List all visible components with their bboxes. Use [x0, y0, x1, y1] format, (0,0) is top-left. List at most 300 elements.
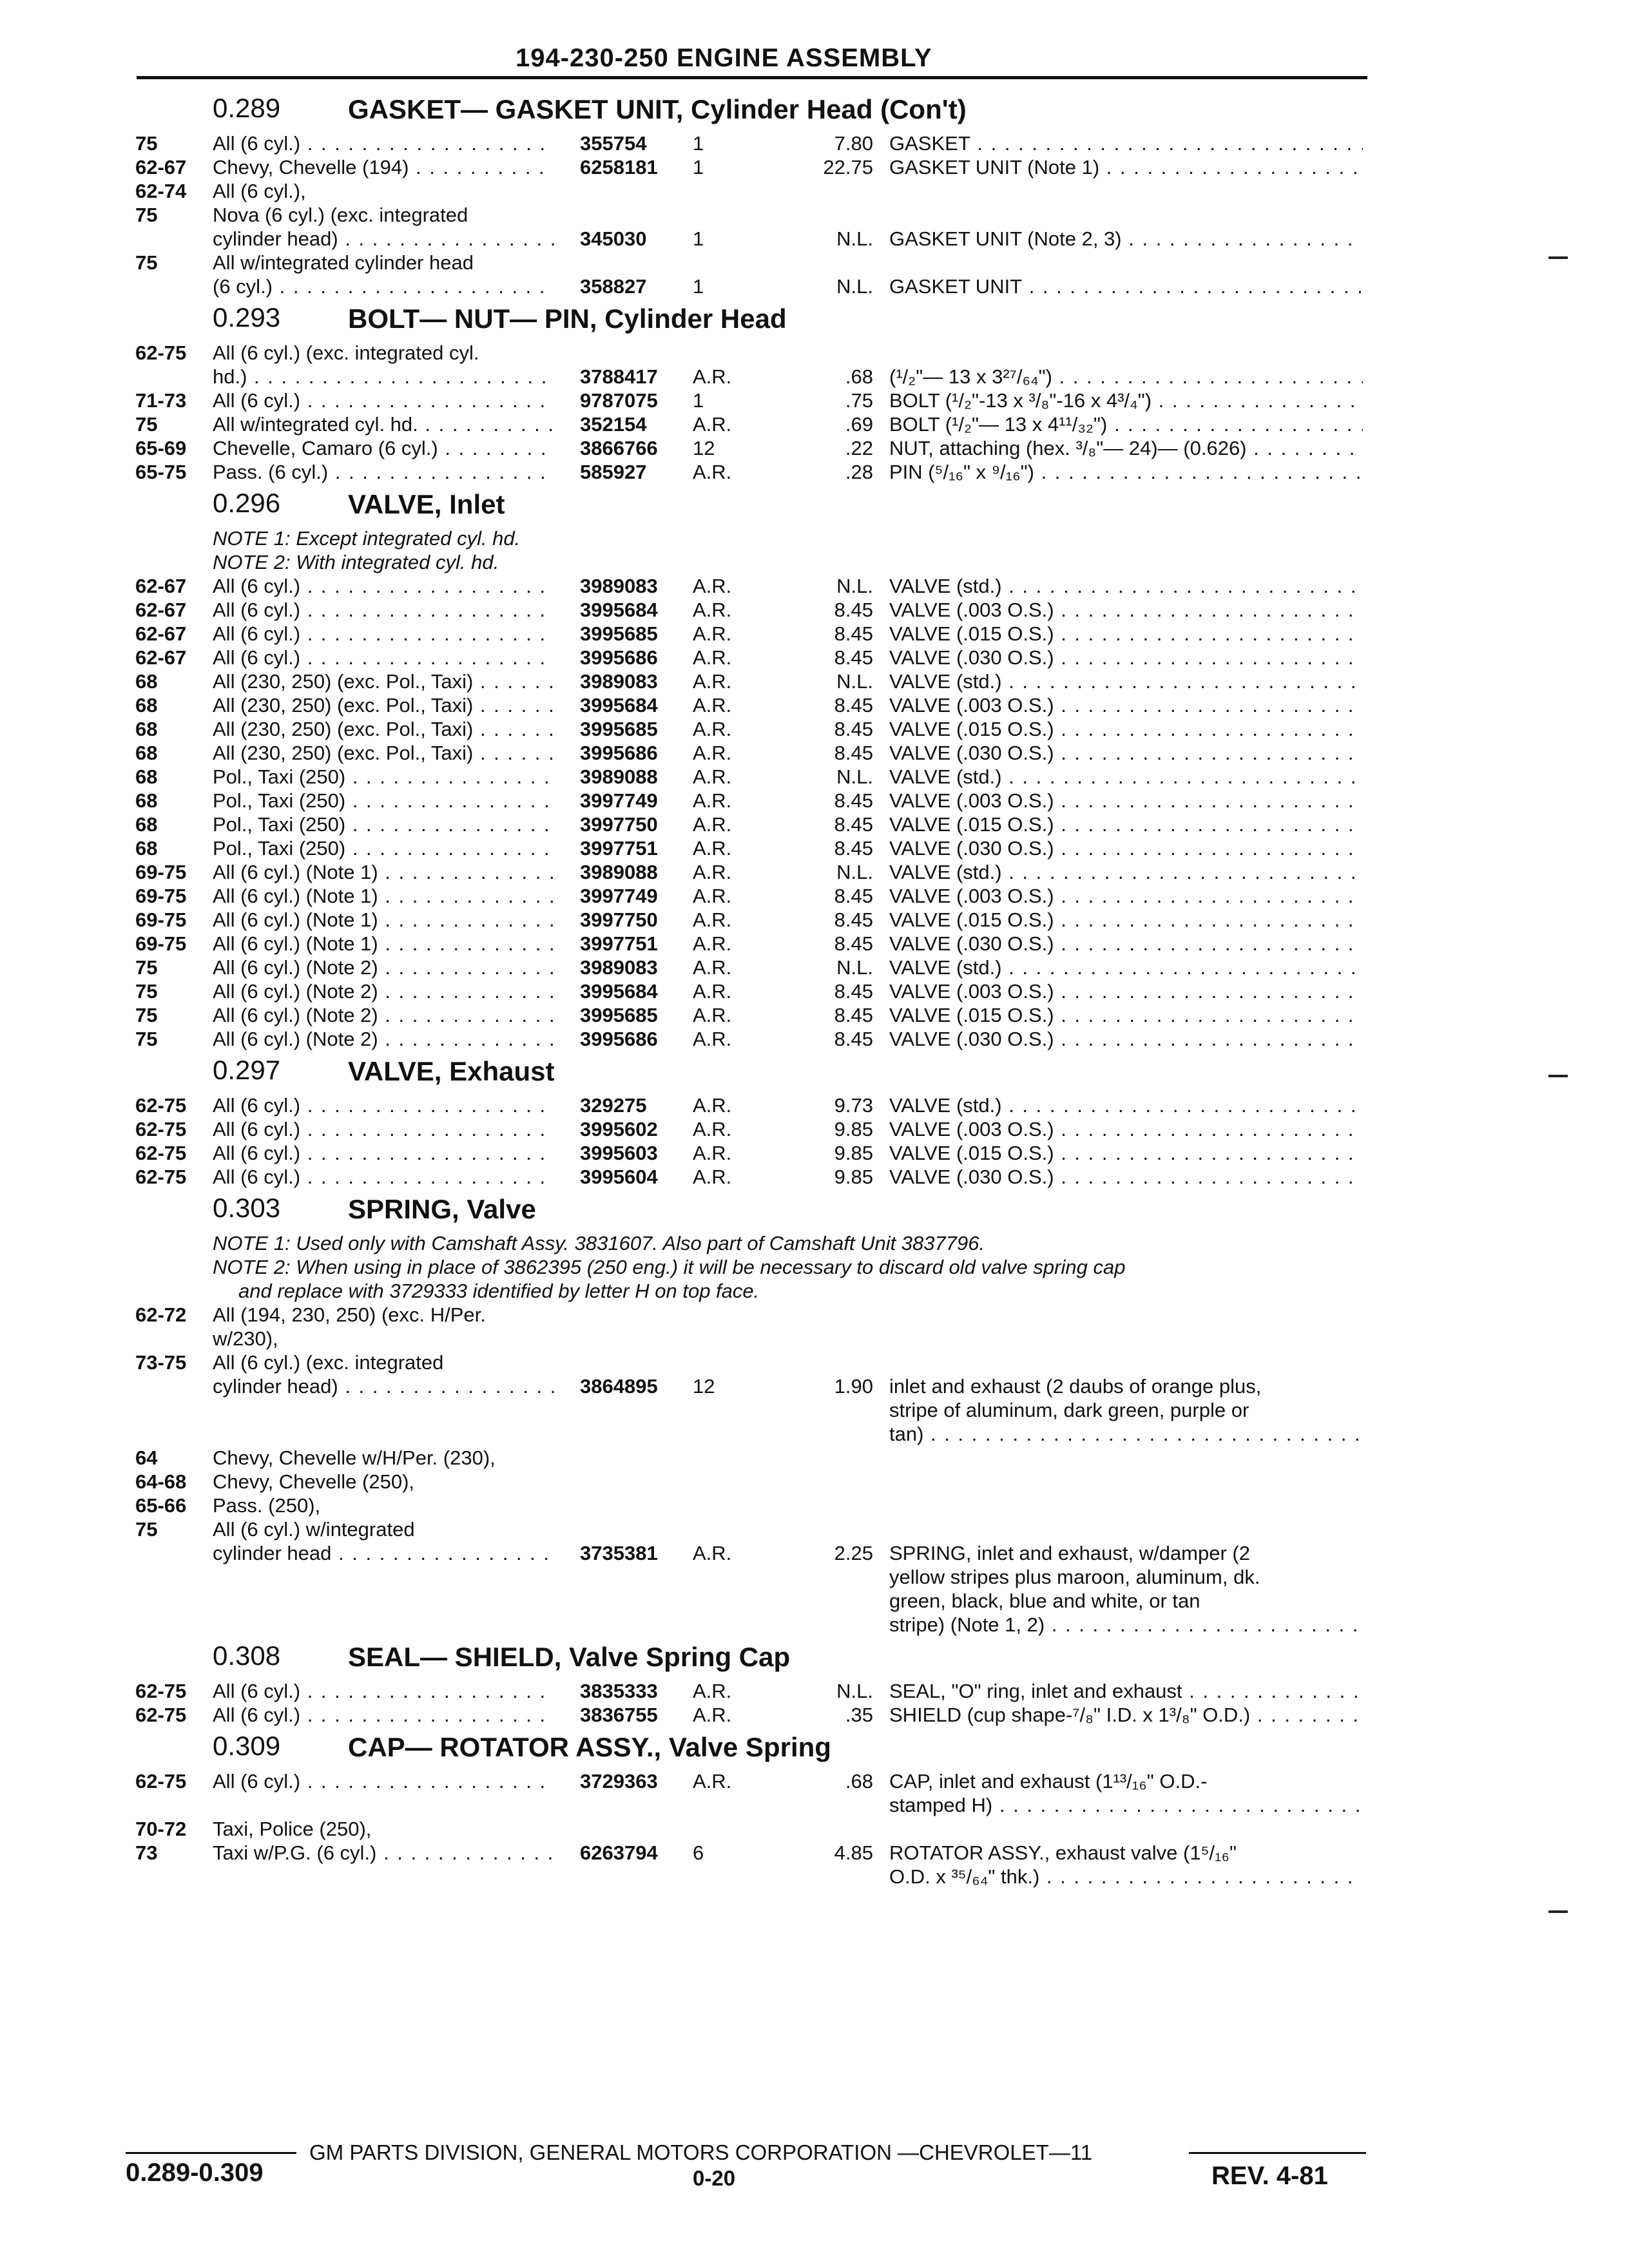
part-description: green, black, blue and white, or tan — [889, 1590, 1200, 1612]
parts-row — [126, 365, 1369, 389]
part-description: SEAL, "O" ring, inlet and exhaust . . . — [889, 1679, 1363, 1703]
parts-row — [126, 251, 1369, 274]
model-years: 68 — [135, 765, 158, 788]
application: All (6 cyl.) . . . — [213, 1093, 554, 1117]
section-number: 0.297 — [213, 1055, 281, 1085]
parts-row — [126, 646, 1369, 669]
part-number: 3995685 — [580, 1004, 658, 1026]
application: All w/integrated cyl. hd. . . . — [213, 412, 554, 436]
model-years: 75 — [135, 980, 158, 1003]
model-years: 68 — [135, 742, 158, 764]
list-price: 8.45 — [834, 813, 873, 836]
parts-row — [126, 1374, 1369, 1398]
parts-row — [126, 622, 1369, 646]
parts-row — [126, 1703, 1369, 1727]
list-price: 8.45 — [834, 789, 873, 812]
model-years: 73-75 — [135, 1351, 187, 1374]
quantity: A.R. — [693, 694, 732, 716]
quantity: A.R. — [693, 908, 732, 931]
parts-row — [126, 1303, 1369, 1327]
list-price: .69 — [845, 413, 873, 436]
part-description: VALVE (.015 O.S.) . . . — [889, 812, 1363, 836]
parts-row — [126, 574, 1369, 598]
application: All (6 cyl.) w/integrated — [213, 1518, 415, 1541]
part-number: 3997750 — [580, 813, 658, 836]
model-years: 69-75 — [135, 861, 187, 883]
parts-row — [126, 979, 1369, 1003]
section-heading — [126, 298, 1369, 341]
list-price: N.L. — [836, 227, 873, 250]
quantity: A.R. — [693, 599, 732, 621]
parts-row — [126, 1422, 1369, 1446]
model-years: 68 — [135, 694, 158, 716]
parts-row — [126, 1865, 1369, 1888]
model-years: 62-67 — [135, 622, 187, 645]
parts-row — [126, 669, 1369, 693]
quantity: A.R. — [693, 622, 732, 645]
section-heading — [126, 1051, 1369, 1093]
part-description: VALVE (.030 O.S.) . . . — [889, 1165, 1363, 1189]
part-description: VALVE (.003 O.S.) . . . — [889, 789, 1363, 812]
parts-row — [126, 1517, 1369, 1541]
parts-row — [126, 179, 1369, 203]
part-description: VALVE (.003 O.S.) . . . — [889, 693, 1363, 717]
application: Pol., Taxi (250) . . . — [213, 789, 554, 812]
part-description: VALVE (.015 O.S.) . . . — [889, 717, 1363, 741]
model-years: 75 — [135, 1518, 158, 1541]
part-number: 3995684 — [580, 980, 658, 1003]
part-description: VALVE (.030 O.S.) . . . — [889, 741, 1363, 765]
quantity: A.R. — [693, 837, 732, 860]
footer-page-number: 0-20 — [693, 2166, 736, 2190]
list-price: N.L. — [836, 765, 873, 788]
list-price: N.L. — [836, 956, 873, 979]
part-description: VALVE (std.) . . . — [889, 860, 1363, 884]
part-description: VALVE (.030 O.S.) . . . — [889, 836, 1363, 860]
part-number: 329275 — [580, 1094, 647, 1117]
parts-row — [126, 789, 1369, 812]
application: All (6 cyl.) . . . — [213, 1769, 554, 1793]
part-description: VALVE (.003 O.S.) . . . — [889, 979, 1363, 1003]
part-number: 3729363 — [580, 1770, 658, 1792]
list-price: N.L. — [836, 861, 873, 883]
part-number: 3866766 — [580, 437, 658, 459]
margin-mark — [1548, 1075, 1568, 1077]
model-years: 65-66 — [135, 1494, 187, 1517]
model-years: 62-74 — [135, 180, 187, 202]
parts-row — [126, 1165, 1369, 1189]
part-description: BOLT (¹/₂"— 13 x 4¹¹/₃₂") . . . — [889, 412, 1363, 436]
part-description: VALVE (std.) . . . — [889, 574, 1363, 598]
part-number: 3997751 — [580, 837, 658, 860]
part-number: 3735381 — [580, 1542, 658, 1564]
parts-row — [126, 412, 1369, 436]
quantity: 1 — [693, 227, 704, 250]
list-price: 1.90 — [834, 1375, 873, 1398]
part-description: PIN (⁵/₁₆" x ⁹/₁₆") . . . — [889, 460, 1363, 484]
list-price: N.L. — [836, 575, 873, 597]
list-price: 8.45 — [834, 908, 873, 931]
part-description: VALVE (.030 O.S.) . . . — [889, 1027, 1363, 1051]
application: cylinder head) . . . — [213, 1374, 554, 1398]
section-note: NOTE 2: With integrated cyl. hd. — [213, 551, 499, 573]
model-years: 75 — [135, 132, 158, 155]
part-number: 345030 — [580, 227, 647, 250]
application: All (6 cyl.) . . . — [213, 598, 554, 622]
parts-row — [126, 932, 1369, 956]
list-price: 9.85 — [834, 1118, 873, 1140]
application: Chevelle, Camaro (6 cyl.) . . . — [213, 436, 554, 460]
model-years: 75 — [135, 413, 158, 436]
section-title: VALVE, Exhaust — [348, 1056, 555, 1086]
application: Pass. (250), — [213, 1494, 321, 1517]
application: All (6 cyl.) (Note 1) . . . — [213, 908, 554, 932]
model-years: 62-75 — [135, 1770, 187, 1792]
footer-rule-left — [126, 2152, 296, 2154]
part-number: 3989088 — [580, 765, 658, 788]
list-price: 8.45 — [834, 694, 873, 716]
model-years: 62-75 — [135, 1166, 187, 1188]
application: All (6 cyl.) (exc. integrated cyl. — [213, 341, 479, 364]
application: All (230, 250) (exc. Pol., Taxi) . . . — [213, 693, 554, 717]
list-price: 8.45 — [834, 932, 873, 955]
part-number: 352154 — [580, 413, 647, 436]
parts-row — [126, 1817, 1369, 1841]
part-number: 3997749 — [580, 885, 658, 907]
part-description: O.D. x ³⁵/₆₄" thk.) . . . — [889, 1865, 1363, 1888]
part-number: 3997750 — [580, 908, 658, 931]
part-description: VALVE (.003 O.S.) . . . — [889, 884, 1363, 908]
quantity: A.R. — [693, 575, 732, 597]
parts-row — [126, 1003, 1369, 1027]
part-description: VALVE (std.) . . . — [889, 956, 1363, 979]
quantity: A.R. — [693, 365, 732, 388]
application: All (6 cyl.) (Note 1) . . . — [213, 932, 554, 956]
parts-row — [126, 274, 1369, 298]
parts-row — [126, 1093, 1369, 1117]
part-number: 3989083 — [580, 670, 658, 693]
list-price: 4.85 — [834, 1841, 873, 1864]
model-years: 62-67 — [135, 599, 187, 621]
quantity: A.R. — [693, 718, 732, 740]
list-price: N.L. — [836, 1680, 873, 1702]
part-description: GASKET . . . — [889, 131, 1363, 155]
list-price: 8.45 — [834, 718, 873, 740]
part-description: NUT, attaching (hex. ³/₈"— 24)— (0.626) . . . — [889, 436, 1363, 460]
part-description: VALVE (.003 O.S.) . . . — [889, 598, 1363, 622]
quantity: A.R. — [693, 885, 732, 907]
model-years: 68 — [135, 837, 158, 860]
part-description: BOLT (¹/₂"-13 x ³/₈"-16 x 4³/₄") . . . — [889, 389, 1363, 412]
list-price: 7.80 — [834, 132, 873, 155]
quantity: 12 — [693, 437, 715, 459]
application: Pol., Taxi (250) . . . — [213, 836, 554, 860]
section-heading — [126, 1637, 1369, 1679]
parts-row — [126, 341, 1369, 365]
application: All (6 cyl.) . . . — [213, 574, 554, 598]
header-rule — [137, 76, 1367, 79]
part-number: 3995684 — [580, 599, 658, 621]
list-price: N.L. — [836, 275, 873, 298]
parts-row — [126, 1679, 1369, 1703]
section-number: 0.289 — [213, 93, 281, 123]
application: All (6 cyl.) (Note 1) . . . — [213, 884, 554, 908]
model-years: 62-72 — [135, 1303, 187, 1326]
quantity: 1 — [693, 156, 704, 178]
list-price: .28 — [845, 461, 873, 483]
part-description: stripe of aluminum, dark green, purple or — [889, 1399, 1249, 1421]
section-number: 0.296 — [213, 488, 281, 518]
part-description: VALVE (.015 O.S.) . . . — [889, 1003, 1363, 1027]
quantity: A.R. — [693, 1142, 732, 1164]
application: All (194, 230, 250) (exc. H/Per. — [213, 1303, 486, 1326]
section-title: GASKET— GASKET UNIT, Cylinder Head (Con't) — [348, 94, 967, 124]
application: All (6 cyl.) . . . — [213, 622, 554, 646]
quantity: 1 — [693, 275, 704, 298]
application: All (6 cyl.) . . . — [213, 1165, 554, 1189]
application: All (6 cyl.) . . . — [213, 646, 554, 669]
section-title: VALVE, Inlet — [348, 489, 505, 519]
model-years: 68 — [135, 813, 158, 836]
quantity: A.R. — [693, 789, 732, 812]
application: Chevy, Chevelle (194) . . . — [213, 155, 554, 179]
list-price: 2.25 — [834, 1542, 873, 1564]
page-title: 194-230-250 ENGINE ASSEMBLY — [516, 44, 932, 72]
application: All (6 cyl.) . . . — [213, 389, 554, 412]
quantity: A.R. — [693, 980, 732, 1003]
list-price: 8.45 — [834, 622, 873, 645]
application: Pol., Taxi (250) . . . — [213, 765, 554, 789]
part-description: GASKET UNIT . . . — [889, 274, 1363, 298]
parts-row — [126, 1027, 1369, 1051]
section-note: NOTE 1: Used only with Camshaft Assy. 3831607. Also part of Camshaft Unit 3837796. — [213, 1232, 985, 1254]
quantity: A.R. — [693, 1028, 732, 1050]
model-years: 70-72 — [135, 1818, 187, 1840]
part-number: 3995686 — [580, 646, 658, 669]
part-description: tan) . . . — [889, 1422, 1363, 1446]
parts-row — [126, 741, 1369, 765]
list-price: 8.45 — [834, 599, 873, 621]
list-price: .35 — [845, 1704, 873, 1726]
part-description: VALVE (.003 O.S.) . . . — [889, 1117, 1363, 1141]
parts-row — [126, 598, 1369, 622]
application: All (6 cyl.) (exc. integrated — [213, 1351, 444, 1374]
parts-row — [126, 1841, 1369, 1865]
part-number: 3835333 — [580, 1680, 658, 1702]
section-number: 0.303 — [213, 1193, 281, 1223]
part-description: (¹/₂"— 13 x 3²⁷/₆₄") . . . — [889, 365, 1363, 389]
quantity: A.R. — [693, 1004, 732, 1026]
application: All w/integrated cylinder head — [213, 251, 474, 274]
application: Taxi w/P.G. (6 cyl.) . . . — [213, 1841, 554, 1865]
parts-row — [126, 860, 1369, 884]
model-years: 62-75 — [135, 1142, 187, 1164]
parts-row — [126, 693, 1369, 717]
part-number: 3788417 — [580, 365, 658, 388]
application: All (230, 250) (exc. Pol., Taxi) . . . — [213, 669, 554, 693]
application: Taxi, Police (250), — [213, 1818, 372, 1840]
model-years: 65-75 — [135, 461, 187, 483]
model-years: 73 — [135, 1841, 158, 1864]
quantity: 1 — [693, 389, 704, 412]
quantity: A.R. — [693, 932, 732, 955]
parts-row — [126, 1793, 1369, 1817]
parts-row — [126, 389, 1369, 412]
quantity: A.R. — [693, 1704, 732, 1726]
parts-row — [126, 436, 1369, 460]
application: Chevy, Chevelle w/H/Per. (230), — [213, 1446, 496, 1469]
application: All (6 cyl.) . . . — [213, 1703, 554, 1727]
quantity: A.R. — [693, 813, 732, 836]
part-description: inlet and exhaust (2 daubs of orange plus, — [889, 1375, 1262, 1398]
part-number: 585927 — [580, 461, 647, 483]
model-years: 69-75 — [135, 908, 187, 931]
part-description: GASKET UNIT (Note 2, 3) . . . — [889, 227, 1363, 251]
application: All (6 cyl.) (Note 2) . . . — [213, 956, 554, 979]
part-description: SPRING, inlet and exhaust, w/damper (2 — [889, 1542, 1250, 1564]
section-heading — [126, 89, 1369, 131]
part-number: 3995604 — [580, 1166, 658, 1188]
quantity: A.R. — [693, 1094, 732, 1117]
application: Chevy, Chevelle (250), — [213, 1470, 415, 1493]
part-description: yellow stripes plus maroon, aluminum, dk. — [889, 1566, 1260, 1588]
application: All (6 cyl.) . . . — [213, 1117, 554, 1141]
part-number: 3995685 — [580, 718, 658, 740]
model-years: 69-75 — [135, 885, 187, 907]
parts-row — [126, 1141, 1369, 1165]
list-price: 9.85 — [834, 1142, 873, 1164]
section-title: SEAL— SHIELD, Valve Spring Cap — [348, 1642, 791, 1672]
parts-row — [126, 1769, 1369, 1793]
parts-row — [126, 1589, 1369, 1613]
model-years: 62-75 — [135, 1704, 187, 1726]
parts-row — [126, 884, 1369, 908]
model-years: 75 — [135, 204, 158, 226]
model-years: 62-67 — [135, 156, 187, 178]
model-years: 64-68 — [135, 1470, 187, 1493]
part-description: ROTATOR ASSY., exhaust valve (1⁵/₁₆" — [889, 1841, 1237, 1864]
section-note: and replace with 3729333 identified by letter H on top face. — [238, 1280, 760, 1302]
footer-range: 0.289-0.309 — [126, 2158, 264, 2187]
model-years: 68 — [135, 670, 158, 693]
part-number: 3997749 — [580, 789, 658, 812]
model-years: 62-75 — [135, 1094, 187, 1117]
application: All (230, 250) (exc. Pol., Taxi) . . . — [213, 717, 554, 741]
part-number: 3989083 — [580, 956, 658, 979]
application: All (6 cyl.) . . . — [213, 1679, 554, 1703]
parts-row — [126, 1117, 1369, 1141]
part-number: 9787075 — [580, 389, 658, 412]
application: All (6 cyl.), — [213, 180, 306, 202]
section-title: SPRING, Valve — [348, 1194, 536, 1224]
model-years: 62-67 — [135, 646, 187, 669]
list-price: 8.45 — [834, 1004, 873, 1026]
parts-row — [126, 812, 1369, 836]
application: Nova (6 cyl.) (exc. integrated — [213, 204, 468, 226]
model-years: 62-75 — [135, 1118, 187, 1140]
footer-rule-right — [1189, 2152, 1366, 2154]
section-heading — [126, 1189, 1369, 1231]
quantity: A.R. — [693, 1770, 732, 1792]
model-years: 62-75 — [135, 1680, 187, 1702]
part-number: 3995685 — [580, 622, 658, 645]
parts-row — [126, 836, 1369, 860]
list-price: 8.45 — [834, 1028, 873, 1050]
parts-row — [126, 1350, 1369, 1374]
application: cylinder head) . . . — [213, 227, 554, 251]
part-number: 3997751 — [580, 932, 658, 955]
list-price: .75 — [845, 389, 873, 412]
part-description: VALVE (.015 O.S.) . . . — [889, 908, 1363, 932]
list-price: 8.45 — [834, 742, 873, 764]
part-description: VALVE (.030 O.S.) . . . — [889, 646, 1363, 669]
application: All (6 cyl.) . . . — [213, 131, 554, 155]
parts-row — [126, 203, 1369, 227]
list-price: 8.45 — [834, 837, 873, 860]
section-heading — [126, 484, 1369, 526]
parts-list — [126, 89, 1369, 1888]
list-price: .68 — [845, 1770, 873, 1792]
quantity: A.R. — [693, 765, 732, 788]
application: All (6 cyl.) (Note 2) . . . — [213, 1027, 554, 1051]
application: cylinder head . . . — [213, 1541, 554, 1565]
section-title: CAP— ROTATOR ASSY., Valve Spring — [348, 1732, 831, 1762]
parts-row — [126, 1613, 1369, 1637]
part-number: 3836755 — [580, 1704, 658, 1726]
parts-row — [126, 227, 1369, 251]
part-number: 3864895 — [580, 1375, 658, 1398]
model-years: 68 — [135, 789, 158, 812]
parts-row — [126, 1398, 1369, 1422]
section-title: BOLT— NUT— PIN, Cylinder Head — [348, 303, 787, 334]
application: Pol., Taxi (250) . . . — [213, 812, 554, 836]
list-price: 9.85 — [834, 1166, 873, 1188]
parts-row — [126, 1470, 1369, 1494]
model-years: 75 — [135, 1028, 158, 1050]
quantity: A.R. — [693, 861, 732, 883]
part-description: SHIELD (cup shape-⁷/₈" I.D. x 1³/₈" O.D.) . . . — [889, 1703, 1363, 1727]
model-years: 64 — [135, 1446, 158, 1469]
model-years: 65-69 — [135, 437, 187, 459]
model-years: 69-75 — [135, 932, 187, 955]
list-price: 22.75 — [823, 156, 873, 178]
list-price: .68 — [845, 365, 873, 388]
parts-row — [126, 1494, 1369, 1517]
quantity: 1 — [693, 132, 704, 155]
application: hd.) . . . — [213, 365, 554, 389]
application: All (6 cyl.) . . . — [213, 1141, 554, 1165]
section-number: 0.293 — [213, 302, 281, 332]
part-number: 355754 — [580, 132, 647, 155]
parts-row — [126, 1327, 1369, 1350]
quantity: A.R. — [693, 461, 732, 483]
margin-mark — [1548, 1910, 1568, 1913]
part-number: 3995686 — [580, 1028, 658, 1050]
parts-row — [126, 1446, 1369, 1470]
part-description: VALVE (.015 O.S.) . . . — [889, 1141, 1363, 1165]
application: Pass. (6 cyl.) . . . — [213, 460, 554, 484]
parts-row — [126, 717, 1369, 741]
quantity: A.R. — [693, 1542, 732, 1564]
footer-publisher: GM PARTS DIVISION, GENERAL MOTORS CORPORATION —CHEVROLET—11 — [309, 2140, 1093, 2164]
part-number: 3989088 — [580, 861, 658, 883]
part-description: stripe) (Note 1, 2) . . . — [889, 1613, 1363, 1637]
quantity: A.R. — [693, 956, 732, 979]
application: All (230, 250) (exc. Pol., Taxi) . . . — [213, 741, 554, 765]
part-description: VALVE (std.) . . . — [889, 765, 1363, 789]
section-heading — [126, 1727, 1369, 1769]
application: (6 cyl.) . . . — [213, 274, 554, 298]
